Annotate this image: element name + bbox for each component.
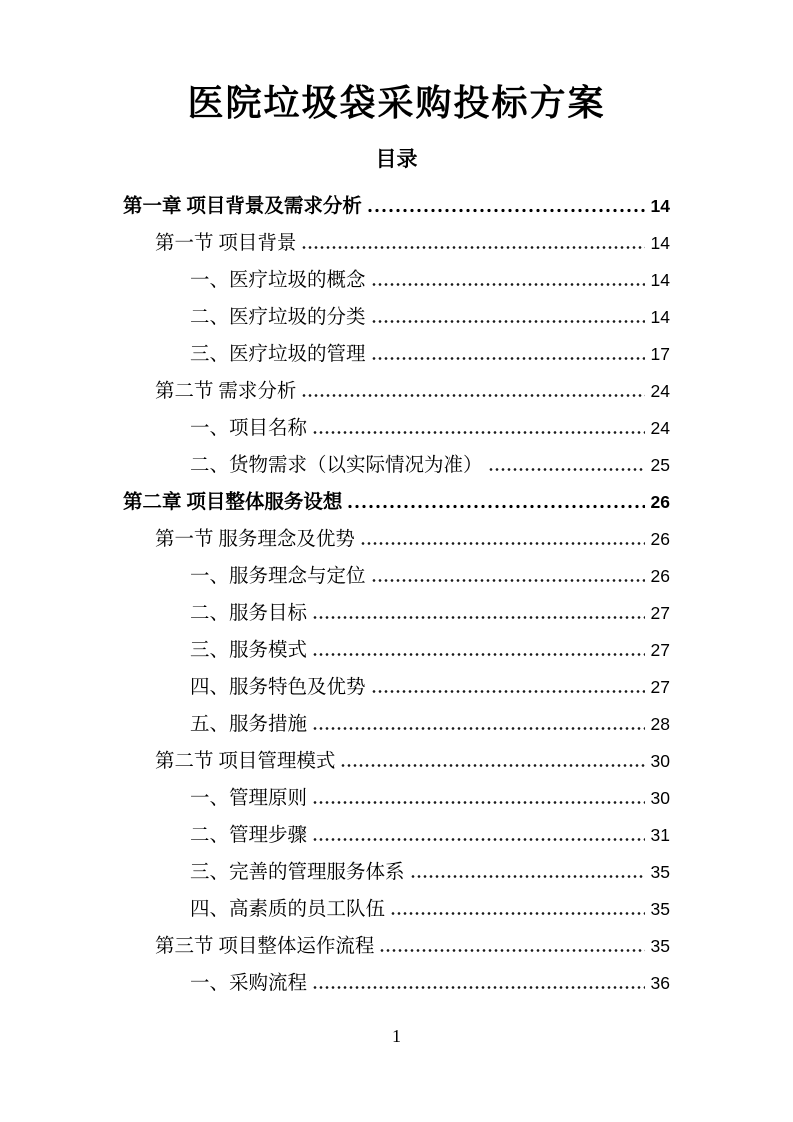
toc-entry-label: 第一节 服务理念及优势 bbox=[155, 528, 355, 550]
toc-entry-page: 31 bbox=[650, 824, 670, 845]
toc-entry[interactable] bbox=[123, 774, 670, 811]
toc-entry-label: 一、管理原则 bbox=[190, 787, 308, 809]
toc-entry-label: 一、医疗垃圾的概念 bbox=[190, 269, 366, 291]
toc-entry[interactable] bbox=[123, 885, 670, 922]
toc-entry-page: 27 bbox=[650, 639, 670, 660]
toc-entry[interactable] bbox=[123, 404, 670, 441]
toc-entry-page: 35 bbox=[650, 898, 670, 919]
toc-entry[interactable] bbox=[123, 811, 670, 848]
toc-entry-page: 26 bbox=[650, 528, 670, 549]
toc-entry-label: 第一章 项目背景及需求分析 bbox=[123, 195, 362, 217]
toc-entry-page: 25 bbox=[650, 454, 670, 475]
dot-leader bbox=[313, 837, 645, 842]
toc-entry-label: 三、服务模式 bbox=[190, 639, 308, 661]
dot-leader bbox=[391, 911, 645, 916]
dot-leader bbox=[302, 393, 645, 398]
toc-entry[interactable] bbox=[123, 182, 670, 219]
toc-entry-page: 30 bbox=[650, 787, 670, 808]
dot-leader bbox=[380, 948, 645, 953]
dot-leader bbox=[313, 652, 645, 657]
toc-entry[interactable] bbox=[123, 515, 670, 552]
toc-entry[interactable] bbox=[123, 256, 670, 293]
dot-leader bbox=[368, 208, 645, 213]
toc-entry-label: 第二章 项目整体服务设想 bbox=[123, 491, 343, 513]
dot-leader bbox=[372, 578, 645, 583]
toc-entry-page: 30 bbox=[650, 750, 670, 771]
dot-leader bbox=[361, 541, 645, 546]
dot-leader bbox=[489, 467, 645, 472]
toc-heading: 目录 bbox=[375, 147, 418, 171]
dot-leader bbox=[313, 430, 645, 435]
toc-entry[interactable] bbox=[123, 589, 670, 626]
dot-leader bbox=[341, 763, 645, 768]
toc-entry[interactable] bbox=[123, 959, 670, 996]
toc-entry[interactable] bbox=[123, 441, 670, 478]
toc-entry-label: 第一节 项目背景 bbox=[155, 232, 297, 254]
toc-entry-label: 二、管理步骤 bbox=[190, 824, 308, 846]
toc-entry-page: 26 bbox=[650, 491, 670, 512]
dot-leader bbox=[372, 282, 645, 287]
page-number: 1 bbox=[392, 1026, 401, 1046]
toc-entry[interactable] bbox=[123, 663, 670, 700]
dot-leader bbox=[313, 985, 645, 990]
toc-entry[interactable] bbox=[123, 552, 670, 589]
toc-entry-page: 28 bbox=[650, 713, 670, 734]
toc-entry-label: 一、项目名称 bbox=[190, 417, 308, 439]
dot-leader bbox=[372, 319, 645, 324]
toc-entry[interactable] bbox=[123, 700, 670, 737]
toc-entry[interactable] bbox=[123, 219, 670, 256]
toc-entry-label: 一、服务理念与定位 bbox=[190, 565, 366, 587]
toc-entry-label: 二、服务目标 bbox=[190, 602, 308, 624]
toc-entry[interactable] bbox=[123, 293, 670, 330]
dot-leader bbox=[372, 689, 645, 694]
toc-entry[interactable] bbox=[123, 922, 670, 959]
toc-entry-page: 24 bbox=[650, 380, 670, 401]
toc-entry[interactable] bbox=[123, 367, 670, 404]
toc-entry-page: 24 bbox=[650, 417, 670, 438]
toc-entry-page: 14 bbox=[650, 232, 670, 253]
toc-entry-page: 35 bbox=[650, 935, 670, 956]
toc-entry-label: 三、完善的管理服务体系 bbox=[190, 861, 405, 883]
dot-leader bbox=[372, 356, 645, 361]
table-of-contents bbox=[123, 182, 670, 996]
toc-entry[interactable] bbox=[123, 330, 670, 367]
toc-entry[interactable] bbox=[123, 478, 670, 515]
dot-leader bbox=[313, 615, 645, 620]
toc-entry-label: 一、采购流程 bbox=[190, 972, 308, 994]
toc-entry[interactable] bbox=[123, 848, 670, 885]
toc-entry-page: 17 bbox=[650, 343, 670, 364]
dot-leader bbox=[348, 504, 645, 509]
toc-entry[interactable] bbox=[123, 737, 670, 774]
toc-entry-label: 三、医疗垃圾的管理 bbox=[190, 343, 366, 365]
toc-entry-label: 第三节 项目整体运作流程 bbox=[155, 935, 375, 957]
document-title: 医院垃圾袋采购投标方案 bbox=[187, 83, 606, 123]
toc-entry-label: 第二节 需求分析 bbox=[155, 380, 297, 402]
toc-entry-page: 14 bbox=[650, 269, 670, 290]
toc-entry-page: 14 bbox=[650, 195, 670, 216]
toc-entry[interactable] bbox=[123, 626, 670, 663]
dot-leader bbox=[313, 726, 645, 731]
toc-entry-label: 二、货物需求（以实际情况为准） bbox=[190, 454, 483, 476]
toc-entry-label: 四、服务特色及优势 bbox=[190, 676, 366, 698]
toc-entry-page: 35 bbox=[650, 861, 670, 882]
toc-entry-label: 二、医疗垃圾的分类 bbox=[190, 306, 366, 328]
toc-entry-page: 27 bbox=[650, 602, 670, 623]
toc-entry-label: 第二节 项目管理模式 bbox=[155, 750, 336, 772]
toc-entry-label: 四、高素质的员工队伍 bbox=[190, 898, 386, 920]
dot-leader bbox=[411, 874, 645, 879]
toc-entry-page: 26 bbox=[650, 565, 670, 586]
toc-entry-label: 五、服务措施 bbox=[190, 713, 308, 735]
toc-entry-page: 14 bbox=[650, 306, 670, 327]
toc-entry-page: 36 bbox=[650, 972, 670, 993]
dot-leader bbox=[302, 245, 645, 250]
dot-leader bbox=[313, 800, 645, 805]
toc-entry-page: 27 bbox=[650, 676, 670, 697]
